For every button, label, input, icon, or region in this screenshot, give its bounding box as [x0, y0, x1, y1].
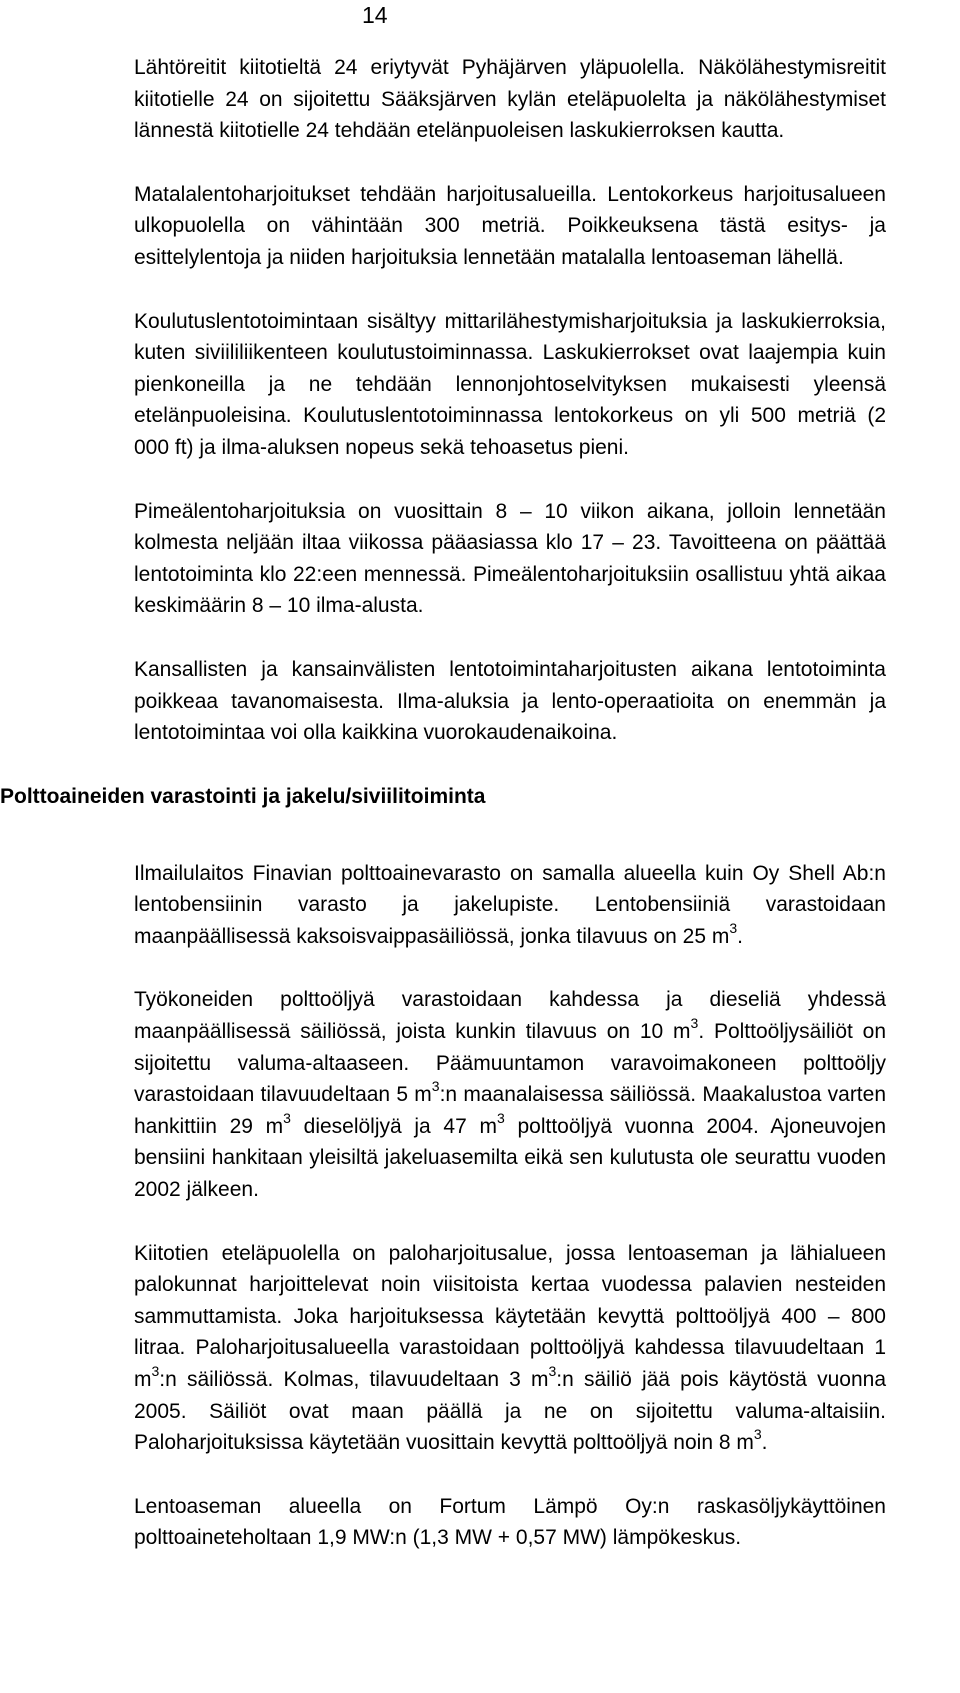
- section-heading-fuel-storage: Polttoaineiden varastointi ja jakelu/siviilitoiminta: [0, 784, 486, 808]
- page-number: 14: [362, 2, 388, 28]
- paragraph-training-flights: Koulutuslentotoimintaan sisältyy mittarilähestymisharjoituksia ja laskukierroksia, kuten siviililiikenteen koulutustoiminnassa. Laskukierrokset ovat laajempia kuin pienkoneilla ja ne tehdään lennonjohtoselvityksen mukaisesti yleensä etelänpuoleisina. Koulutuslentotoiminnassa lentokorkeus on yli 500 metriä (2 000 ft) ja ilma-aluksen nopeus sekä tehoasetus pieni.: [134, 309, 886, 459]
- paragraph-departure-routes: Lähtöreitit kiitotieltä 24 eriytyvät Pyhäjärven yläpuolella. Näkölähestymisreitit kiitotielle 24 on sijoitettu Sääksjärven kylän eteläpuolelta ja näkölähestymiset lännestä kiitotielle 24 tehdään etelänpuoleisen laskukierroksen kautta.: [134, 56, 886, 143]
- paragraph-international-exercises: Kansallisten ja kansainvälisten lentotoimintaharjoitusten aikana lentotoiminta poikkeaa tavanomaisesta. Ilma-aluksia ja lento-operaatioita on enemmän ja lentotoimintaa voi olla kaikkina vuorokaudenaikoina.: [134, 657, 886, 745]
- paragraph-night-flight-training: Pimeälentoharjoituksia on vuosittain 8 – 10 viikon aikana, jolloin lennetään kolmesta neljään iltaa viikossa pääasiassa klo 17 – 23. Tavoitteena on päättää lentotoiminta klo 22:een mennessä. Pimeälentoharjoituksiin osallistuu yhtä aikaa keskimäärin 8 – 10 ilma-alusta.: [134, 499, 886, 618]
- document-body: [0, 52, 887, 1586]
- paragraph-fire-training-area: Kiitotien eteläpuolella on paloharjoitusalue, jossa lentoaseman ja lähialueen palokunnat harjoittelevat noin viisitoista kertaa vuodessa palavien nesteiden sammuttamista. Joka harjoituksessa käytetään kevyttä polttoöljyä 400 – 800 litraa. Paloharjoitusalueella varastoidaan polttoöljyä kahdessa tilavuudeltaan 1 $m^3:n$ säiliössä. Kolmas, tilavuudeltaan 3 $m^3:n$ säiliö jää pois käytöstä vuonna 2005. Säiliöt ovat maan päällä ja ne on sijoitettu valuma-altaisiin. Paloharjoituksissa käytetään vuosittain kevyttä polttoöljyä noin 8 $m^3$.: [134, 1241, 886, 1455]
- paragraph-heating-plant: Lentoaseman alueella on Fortum Lämpö Oy:n raskasöljykäyttöinen polttoaineteholtaan 1,9 MW:n (1,3 MW + 0,57 MW) lämpökeskus.: [134, 1494, 886, 1550]
- paragraph-work-machine-fuel: Työkoneiden polttoöljyä varastoidaan kahdessa ja dieseliä yhdessä maanpäällisessä säiliössä, joista kunkin tilavuus on 10 $m^3$. Polttoöljysäiliöt on sijoitettu valuma-altaaseen. Päämuuntamon varavoimakoneen polttoöljy varastoidaan tilavuudeltaan 5 $m^3:n$ maanalaisessa säiliössä. Maakalustoa varten hankittiin 29 $m^3$ dieselöljyä ja 47 $m^3$ polttoöljyä vuonna 2004. Ajoneuvojen bensiini hankitaan yleisiltä jakeluasemilta eikä sen kulutusta ole seurattu vuoden 2002 jälkeen.: [134, 988, 887, 1202]
- paragraph-low-altitude-training: Matalalentoharjoitukset tehdään harjoitusalueilla. Lentokorkeus harjoitusalueen ulkopuolella on vähintään 300 metriä. Poikkeuksena tästä esitys- ja esittelylentoja ja niiden harjoituksia lennetään matalalla lentoaseman lähellä.: [134, 182, 886, 269]
- paragraph-fuel-depot: Ilmailulaitos Finavian polttoainevarasto on samalla alueella kuin Oy Shell Ab:n lentobensiinin varasto ja jakelupiste. Lentobensiiniä varastoidaan maanpäällisessä kaksoisvaippasäiliössä, jonka tilavuus on 25 $m^3$.: [134, 861, 886, 948]
